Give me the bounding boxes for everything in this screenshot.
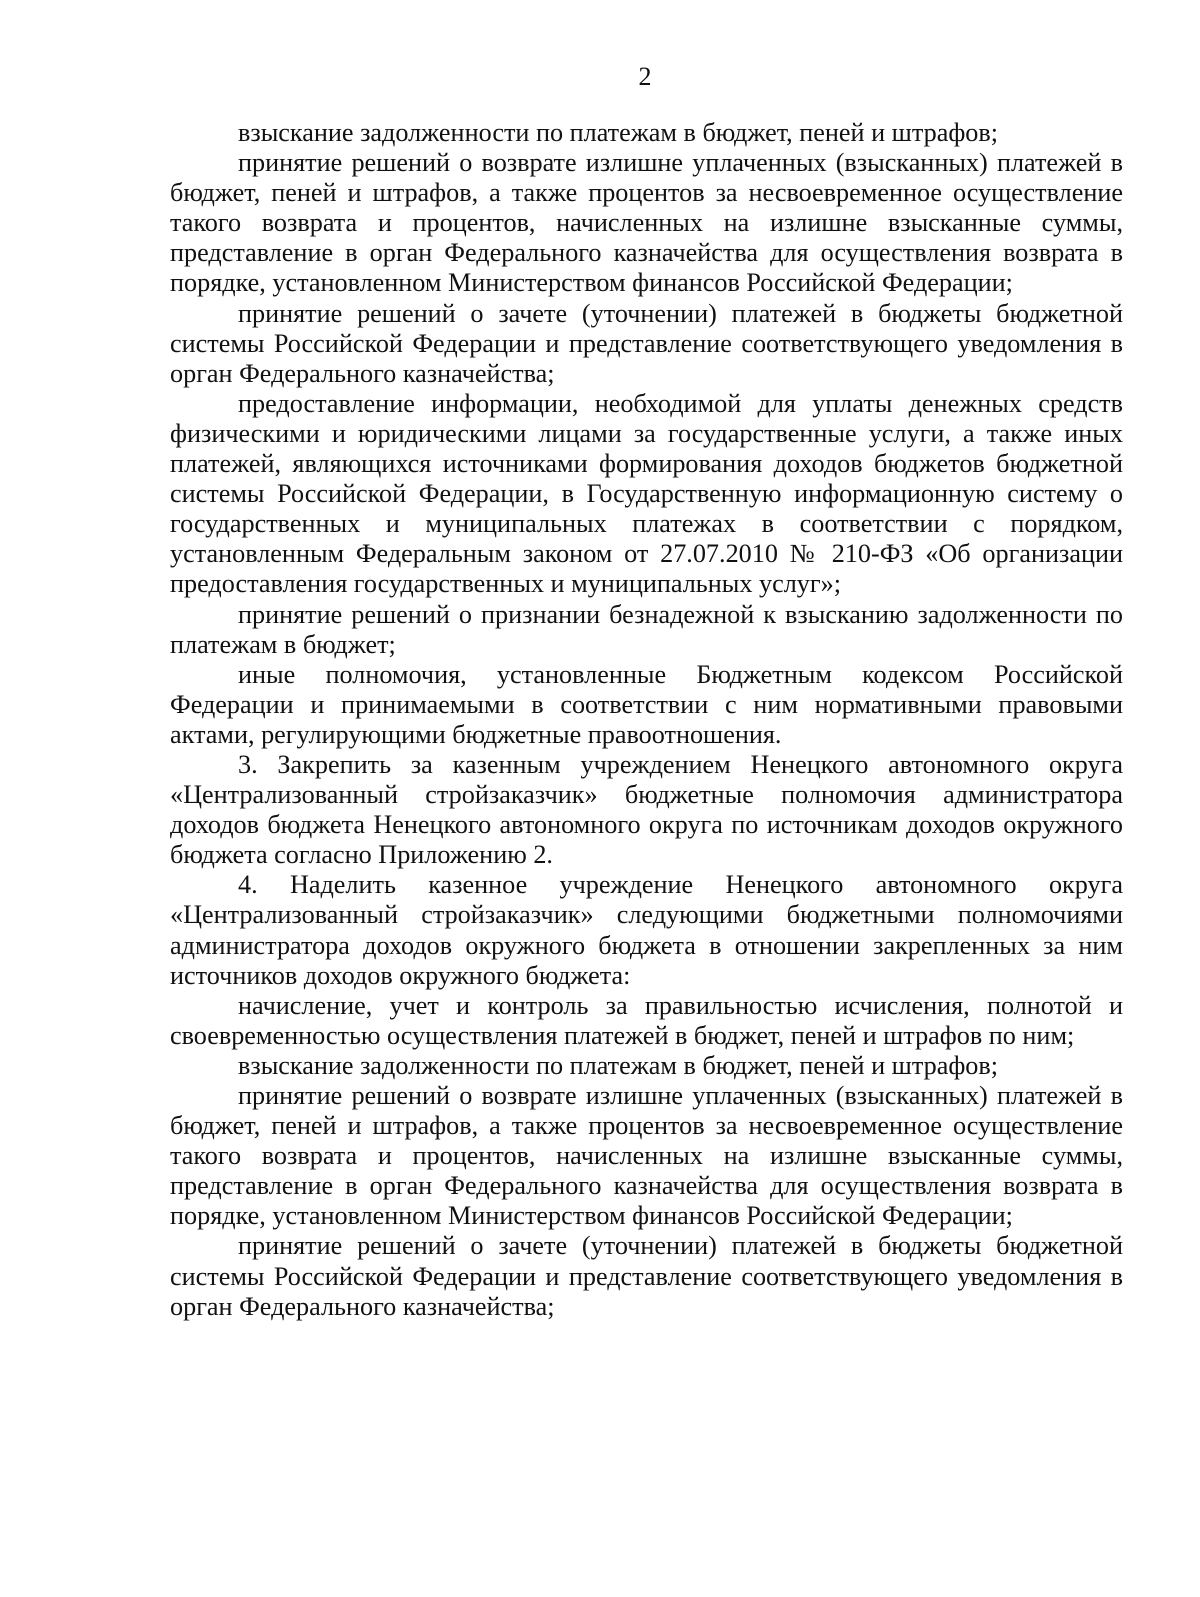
paragraph-debt-collection-2: взыскание задолженности по платежам в бюджет, пеней и штрафов;	[238, 1050, 999, 1080]
paragraph-refund-decisions-2: принятие решений о возврате излишне уплаченных (взысканных) платежей в бюджет, пеней и штрафов, а также процентов за несвоевременное осуществление такого возврата и процентов, начисленных на излишне взысканные суммы, представление в орган Федерального казначейства для осуществления возврата в порядке, установленном Министерством финансов Российской Федерации;	[170, 1081, 1123, 1231]
document-body	[170, 118, 1123, 1322]
paragraph-bad-debt-decisions: принятие решений о признании безнадежной к взысканию задолженности по платежам в бюджет;	[170, 599, 1123, 659]
paragraph-other-powers: иные полномочия, установленные Бюджетным кодексом Российской Федерации и принимаемыми в соответствии с ним нормативными правовыми актами, регулирующими бюджетные правоотношения.	[170, 659, 1123, 749]
paragraph-offset-decisions-2: принятие решений о зачете (уточнении) платежей в бюджеты бюджетной системы Российской Федерации и представление соответствующего уведомления в орган Федерального казначейства;	[170, 1231, 1123, 1321]
page-number: 2	[638, 62, 652, 91]
paragraph-accrual-control: начисление, учет и контроль за правильностью исчисления, полнотой и своевременностью осуществления платежей в бюджет, пеней и штрафов по ним;	[170, 990, 1123, 1050]
paragraph-payment-information: предоставление информации, необходимой для уплаты денежных средств физическими и юридическими лицами за государственные услуги, а также иных платежей, являющихся источниками формирования доходов бюджетов бюджетной системы Российской Федерации, в Государственную информационную систему о государственных и муниципальных платежах в соответствии с порядком, установленным Федеральным законом от 27.07.2010 № 210-ФЗ «Об организации предоставления государственных и муниципальных услуг»;	[170, 388, 1123, 599]
paragraph-item-3: 3. Закрепить за казенным учреждением Ненецкого автономного округа «Централизованный стройзаказчик» бюджетные полномочия администратора доходов бюджета Ненецкого автономного округа по источникам доходов окружного бюджета согласно Приложению 2.	[170, 749, 1123, 870]
paragraph-refund-decisions: принятие решений о возврате излишне уплаченных (взысканных) платежей в бюджет, пеней и штрафов, а также процентов за несвоевременное осуществление такого возврата и процентов, начисленных на излишне взысканные суммы, представление в орган Федерального казначейства для осуществления возврата в порядке, установленном Министерством финансов Российской Федерации;	[170, 148, 1123, 298]
paragraph-offset-decisions: принятие решений о зачете (уточнении) платежей в бюджеты бюджетной системы Российской Федерации и представление соответствующего уведомления в орган Федерального казначейства;	[170, 298, 1123, 388]
paragraph-item-4: 4. Наделить казенное учреждение Ненецкого автономного округа «Централизованный стройзаказчик» следующими бюджетными полномочиями администратора доходов окружного бюджета в отношении закрепленных за ним источников доходов окружного бюджета:	[170, 870, 1123, 990]
paragraph-debt-collection: взыскание задолженности по платежам в бюджет, пеней и штрафов;	[238, 118, 999, 147]
